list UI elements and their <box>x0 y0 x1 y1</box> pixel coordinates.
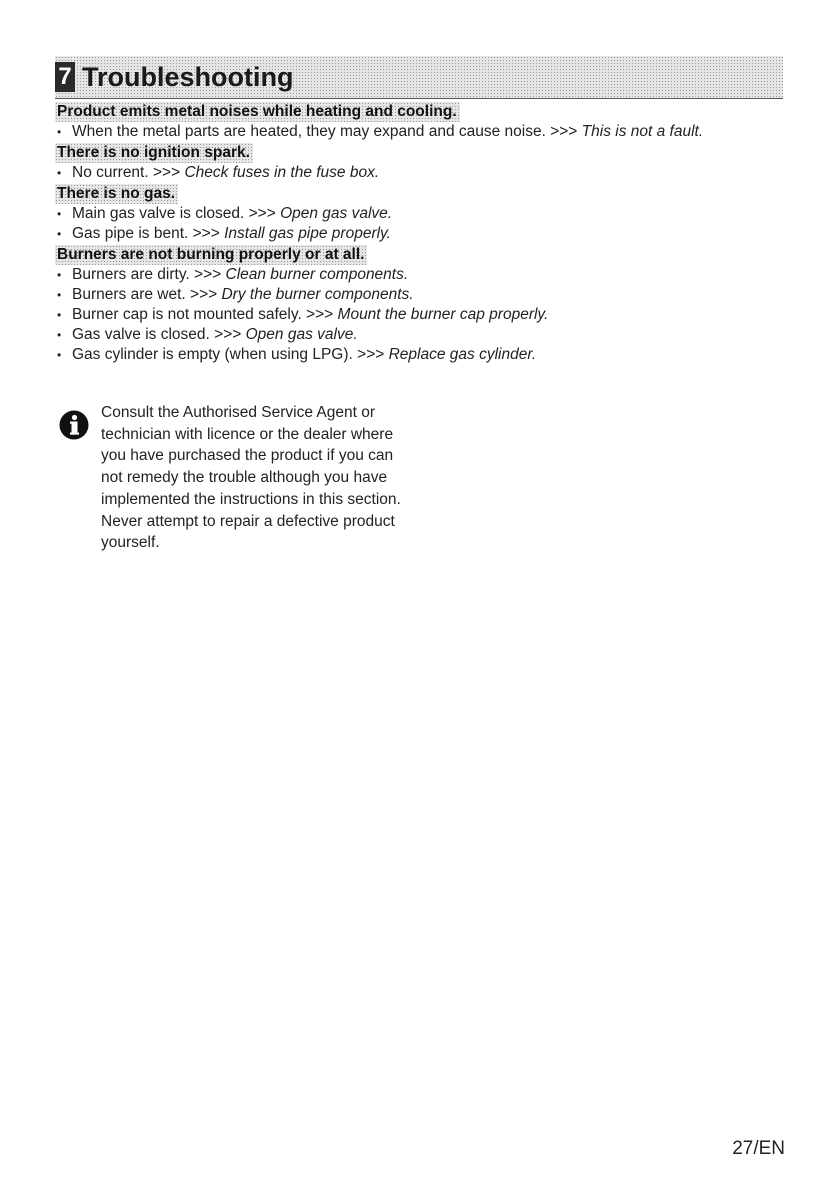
note-text: Consult the Authorised Service Agent or technician with licence or the dealer where you have purchased the product if you can not remedy the trouble although you have implemented the instructions in this section. Never attempt to repair a defective product yourself. <box>101 404 401 552</box>
cause-text: Burners are dirty. >>> <box>72 266 226 283</box>
cause-text: Gas pipe is bent. >>> <box>72 225 225 242</box>
remedy-text: Open gas valve. <box>280 205 393 222</box>
list-item <box>55 265 785 285</box>
section <box>55 142 785 183</box>
section <box>55 183 785 244</box>
remedy-text: Install gas pipe properly. <box>224 225 391 242</box>
section-heading: There is no ignition spark. <box>55 143 253 163</box>
section-heading: There is no gas. <box>55 184 178 204</box>
cause-text: Burners are wet. >>> <box>72 286 222 303</box>
list-item <box>55 345 785 365</box>
section <box>55 101 785 142</box>
section <box>55 244 785 365</box>
cause-text: No current. >>> <box>72 164 185 181</box>
cause-text: Main gas valve is closed. >>> <box>72 205 281 222</box>
remedy-text: Open gas valve. <box>245 326 358 343</box>
list-item <box>55 305 785 325</box>
remedy-text: Mount the burner cap properly. <box>337 306 549 323</box>
cause-text: Gas valve is closed. >>> <box>72 326 246 343</box>
remedy-text: Replace gas cylinder. <box>388 346 537 363</box>
troubleshooting-list <box>55 101 785 365</box>
chapter-number: 7 <box>55 62 75 92</box>
chapter-header <box>55 56 783 99</box>
remedy-text: Dry the burner components. <box>221 286 414 303</box>
list-item <box>55 224 785 244</box>
cause-text: When the metal parts are heated, they may expand and cause noise. >>> <box>72 123 582 140</box>
list-item <box>55 122 785 142</box>
info-icon <box>59 410 89 440</box>
list-item <box>55 204 785 224</box>
list-item <box>55 325 785 345</box>
cause-text: Gas cylinder is empty (when using LPG). >>> <box>72 346 389 363</box>
cause-text: Burner cap is not mounted safely. >>> <box>72 306 338 323</box>
remedy-text: Check fuses in the fuse box. <box>184 164 380 181</box>
remedy-text: Clean burner components. <box>225 266 409 283</box>
list-item <box>55 285 785 305</box>
list-item <box>55 163 785 183</box>
remedy-text: This is not a fault. <box>581 123 704 140</box>
page-number: 27/EN <box>732 1138 785 1159</box>
chapter-title: Troubleshooting <box>82 62 294 92</box>
section-heading: Product emits metal noises while heating and cooling. <box>55 102 460 122</box>
section-heading: Burners are not burning properly or at all. <box>55 245 367 265</box>
